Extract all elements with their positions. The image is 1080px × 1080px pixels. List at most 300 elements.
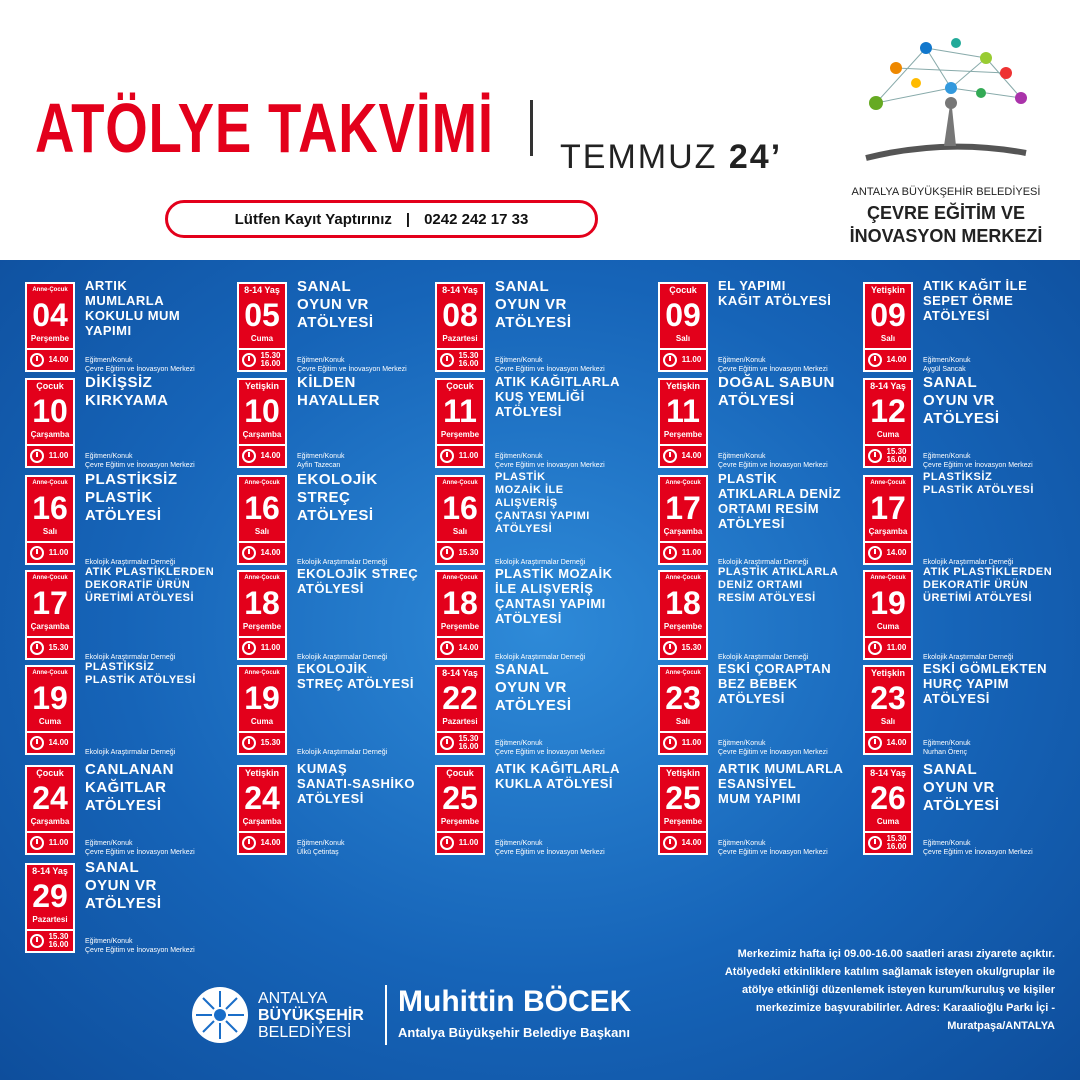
abb-line1: ANTALYA [258, 990, 328, 1007]
age-group-badge: 8-14 Yaş [442, 285, 478, 295]
day-name: Perşembe [440, 817, 480, 826]
workshop-title: SANAL OYUN VR ATÖLYESİ [923, 374, 1000, 427]
day-name: Çarşamba [30, 622, 70, 631]
workshop-title: EKOLOJİK STREÇ ATÖLYESİ [297, 661, 415, 691]
instructor-info: Ekolojik Araştırmalar Derneği [85, 654, 176, 661]
time-label: 15.30 16.00 [458, 734, 479, 751]
clock-icon [242, 449, 256, 463]
date-box [435, 282, 485, 372]
day-name: Salı [880, 717, 896, 726]
age-group-badge: 8-14 Yaş [870, 768, 906, 778]
instructor-info: Ekolojik Araştırmalar Derneği [495, 559, 586, 566]
mayor-title: Antalya Büyükşehir Belediye Başkanı [398, 1025, 630, 1040]
time-bar [660, 636, 706, 658]
day-number: 17 [870, 490, 906, 526]
time-bar [437, 348, 483, 370]
age-group-badge: 8-14 Yaş [870, 381, 906, 391]
time-bar [437, 636, 483, 658]
instructor-info: Eğitmen/Konuk Çevre Eğitim ve İnovasyon Merkezi [718, 357, 828, 373]
day-number: 11 [666, 393, 700, 429]
workshop-card [435, 471, 645, 566]
clock-icon [868, 353, 882, 367]
instructor-info: Eğitmen/Konuk Ülkü Çetintaş [297, 840, 345, 856]
phone-number[interactable]: 0242 242 17 33 [424, 210, 529, 228]
time-label: 11.00 [48, 451, 69, 460]
workshop-title: ATIK PLASTİKLERDEN DEKORATİF ÜRÜN ÜRETİMİ ATÖLYESİ [923, 566, 1053, 604]
date-box [863, 665, 913, 755]
instructor-info: Ekolojik Araştırmalar Derneği [923, 559, 1014, 566]
day-name: Cuma [250, 334, 274, 343]
time-bar [437, 444, 483, 466]
date-box [863, 570, 913, 660]
day-number: 05 [244, 297, 280, 333]
time-label: 14.00 [886, 548, 907, 557]
day-number: 25 [665, 780, 701, 816]
workshop-card [237, 761, 447, 856]
time-bar [27, 444, 73, 466]
logo-line1: ÇEVRE EĞİTİM VE [866, 203, 1026, 223]
clock-icon [868, 641, 882, 655]
year-label: 24’ [728, 138, 783, 176]
time-label: 11.00 [458, 451, 479, 460]
time-bar [27, 348, 73, 370]
time-bar [660, 831, 706, 853]
day-number: 10 [32, 393, 68, 429]
workshop-card [863, 374, 1073, 469]
date-box [237, 665, 287, 755]
instructor-info: Eğitmen/Konuk Nurhan Örenç [923, 740, 971, 756]
date-box [237, 282, 287, 372]
time-label: 14.00 [681, 838, 702, 847]
workshop-title: PLASTİKSİZ PLASTİK ATÖLYESİ [85, 661, 196, 686]
visit-info: Merkezimiz hafta içi 09.00-16.00 saatleri arası ziyarete açıktır. Atölyedeki etkinliklere katılım sağlamak isteyen okul/gruplar ile atölye etkinliği düzenlemek isteyen kurum/kuruluş ve kişiler merkezimize başvurabilirler. Adres: Karaalioğlu Parkı İçi - Muratpaşa/ANTALYA [724, 948, 1055, 1032]
age-group-badge: Çocuk [446, 381, 474, 391]
age-group-badge: Çocuk [36, 768, 64, 778]
age-group-badge: Anne-Çocuk [665, 575, 701, 581]
date-box [863, 765, 913, 855]
age-group-badge: Anne-Çocuk [244, 670, 280, 676]
time-bar [239, 541, 285, 563]
day-name: Perşembe [663, 622, 703, 631]
day-name: Perşembe [663, 430, 703, 439]
age-group-badge: Yetişkin [665, 768, 701, 778]
age-group-badge: 8-14 Yaş [244, 285, 280, 295]
date-box [658, 475, 708, 565]
clock-icon [663, 836, 677, 850]
clock-icon [663, 353, 677, 367]
workshop-title: SANAL OYUN VR ATÖLYESİ [923, 761, 1000, 814]
date-box [435, 570, 485, 660]
instructor-info: Ekolojik Araştırmalar Derneği [718, 654, 809, 661]
date-box [658, 378, 708, 468]
workshop-title: SANAL OYUN VR ATÖLYESİ [297, 278, 374, 331]
network-tree-icon [856, 28, 1036, 183]
clock-icon [242, 353, 256, 367]
day-name: Çarşamba [30, 817, 70, 826]
day-number: 24 [32, 780, 68, 816]
time-label: 15.30 [260, 738, 281, 747]
age-group-badge: Anne-Çocuk [32, 670, 68, 676]
time-label: 14.00 [48, 355, 69, 364]
instructor-info: Eğitmen/Konuk Çevre Eğitim ve İnovasyon Merkezi [718, 840, 828, 856]
day-name: Perşembe [440, 430, 480, 439]
clock-icon [868, 546, 882, 560]
instructor-info: Ekolojik Araştırmalar Derneği [297, 654, 388, 661]
day-number: 18 [665, 585, 701, 621]
workshop-card [863, 471, 1073, 566]
instructor-info: Eğitmen/Konuk Çevre Eğitim ve İnovasyon Merkezi [297, 357, 407, 373]
time-bar [437, 731, 483, 753]
day-number: 12 [870, 393, 906, 429]
time-label: 11.00 [681, 738, 702, 747]
time-label: 14.00 [681, 451, 702, 460]
age-group-badge: 8-14 Yaş [32, 866, 68, 876]
abb-line3: BELEDİYESİ [258, 1024, 352, 1041]
day-number: 17 [665, 490, 701, 526]
time-label: 14.00 [260, 548, 281, 557]
date-box [658, 282, 708, 372]
workshop-title: PLASTİK MOZAİK İLE ALIŞVERİŞ ÇANTASI YAPIMI ATÖLYESİ [495, 566, 613, 626]
clock-icon [868, 449, 882, 463]
time-label: 15.30 [458, 548, 479, 557]
instructor-info: Eğitmen/Konuk Çevre Eğitim ve İnovasyon Merkezi [85, 357, 195, 373]
instructor-info: Eğitmen/Konuk Çevre Eğitim ve İnovasyon Merkezi [718, 740, 828, 756]
date-box [25, 863, 75, 953]
clock-icon [30, 934, 44, 948]
instructor-info: Eğitmen/Konuk Çevre Eğitim ve İnovasyon Merkezi [495, 357, 605, 373]
workshop-card [863, 566, 1073, 661]
workshop-card [658, 278, 868, 373]
time-bar [239, 636, 285, 658]
workshop-title: DİKİŞSİZ KIRKYAMA [85, 374, 169, 409]
workshop-card [25, 761, 235, 856]
workshop-card [658, 761, 868, 856]
age-group-badge: Anne-Çocuk [665, 670, 701, 676]
instructor-info: Ekolojik Araştırmalar Derneği [718, 559, 809, 566]
age-group-badge: Yetişkin [244, 381, 280, 391]
day-name: Salı [675, 717, 691, 726]
date-box [658, 665, 708, 755]
time-bar [660, 444, 706, 466]
title-divider [530, 100, 533, 156]
instructor-info: Eğitmen/Konuk Aygül Sancak [923, 357, 971, 373]
day-number: 19 [870, 585, 906, 621]
time-label: 15.30 [681, 643, 702, 652]
workshop-title: ESKİ ÇORAPTAN BEZ BEBEK ATÖLYESİ [718, 661, 832, 706]
day-number: 17 [32, 585, 68, 621]
day-name: Pazartesi [442, 717, 478, 726]
date-box [237, 765, 287, 855]
time-label: 15.30 [48, 643, 69, 652]
clock-icon [30, 641, 44, 655]
clock-icon [663, 546, 677, 560]
register-label: Lütfen Kayıt Yaptırınız [234, 210, 392, 228]
time-bar [239, 348, 285, 370]
day-number: 26 [870, 780, 906, 816]
day-number: 29 [32, 878, 68, 914]
logo-line2: İNOVASYON MERKEZİ [849, 226, 1043, 246]
instructor-info: Ekolojik Araştırmalar Derneği [297, 749, 388, 756]
clock-icon [242, 546, 256, 560]
age-group-badge: Anne-Çocuk [442, 575, 478, 581]
workshop-title: SANAL OYUN VR ATÖLYESİ [495, 661, 572, 714]
footer-divider [385, 985, 387, 1045]
time-bar [660, 348, 706, 370]
municipality-sun-icon [190, 985, 250, 1045]
day-number: 19 [32, 680, 68, 716]
date-box [435, 765, 485, 855]
workshop-title: KİLDEN HAYALLER [297, 374, 380, 409]
workshop-card [25, 859, 235, 954]
instructor-info: Ekolojik Araştırmalar Derneği [85, 559, 176, 566]
clock-icon [663, 641, 677, 655]
workshop-title: ATIK PLASTİKLERDEN DEKORATİF ÜRÜN ÜRETİMİ ATÖLYESİ [85, 566, 215, 604]
age-group-badge: Anne-Çocuk [870, 575, 906, 581]
workshop-card [435, 661, 645, 756]
time-label: 14.00 [48, 738, 69, 747]
month-name: TEMMUZ [560, 138, 718, 176]
age-group-badge: Anne-Çocuk [32, 575, 68, 581]
workshop-card [25, 566, 235, 661]
workshop-card [25, 278, 235, 373]
clock-icon [868, 836, 882, 850]
day-name: Salı [42, 527, 58, 536]
instructor-info: Ekolojik Araştırmalar Derneği [923, 654, 1014, 661]
time-bar [239, 731, 285, 753]
date-box [435, 475, 485, 565]
workshop-title: ARTIK MUMLARLA ESANSİYEL MUM YAPIMI [718, 761, 844, 806]
time-bar [27, 929, 73, 951]
time-bar [865, 731, 911, 753]
date-box [658, 570, 708, 660]
date-box [25, 570, 75, 660]
day-name: Cuma [250, 717, 274, 726]
day-name: Pazartesi [32, 915, 68, 924]
clock-icon [440, 449, 454, 463]
date-box [237, 378, 287, 468]
instructor-info: Ekolojik Araştırmalar Derneği [297, 559, 388, 566]
clock-icon [440, 546, 454, 560]
time-bar [865, 348, 911, 370]
time-label: 14.00 [260, 451, 281, 460]
register-separator: | [405, 210, 411, 228]
day-name: Cuma [876, 817, 900, 826]
day-name: Çarşamba [242, 817, 282, 826]
time-label: 11.00 [48, 838, 69, 847]
workshop-card [237, 374, 447, 469]
day-name: Salı [452, 527, 468, 536]
workshop-title: ATIK KAĞITLARLA KUŞ YEMLİĞİ ATÖLYESİ [495, 374, 620, 419]
instructor-info: Eğitmen/Konuk Çevre Eğitim ve İnovasyon Merkezi [923, 840, 1033, 856]
workshop-card [237, 661, 447, 756]
abb-line2: BÜYÜKŞEHİR [258, 1007, 364, 1024]
date-box [237, 475, 287, 565]
date-box [25, 475, 75, 565]
time-bar [437, 831, 483, 853]
age-group-badge: Anne-Çocuk [244, 480, 280, 486]
logo-org: ANTALYA BÜYÜKŞEHİR BELEDİYESİ [851, 186, 1041, 198]
workshop-title: EKOLOJİK STREÇ ATÖLYESİ [297, 566, 419, 596]
time-label: 15.30 16.00 [886, 447, 907, 464]
day-name: Pazartesi [442, 334, 478, 343]
clock-icon [440, 836, 454, 850]
workshop-card [863, 661, 1073, 756]
age-group-badge: Yetişkin [870, 668, 906, 678]
workshop-card [25, 471, 235, 566]
workshop-title: PLASTİK ATIKLARLA DENİZ ORTAMI RESİM ATÖLYESİ [718, 566, 839, 604]
time-label: 14.00 [458, 643, 479, 652]
clock-icon [242, 736, 256, 750]
age-group-badge: Anne-Çocuk [32, 287, 68, 293]
day-number: 09 [665, 297, 701, 333]
day-number: 25 [442, 780, 478, 816]
age-group-badge: 8-14 Yaş [442, 668, 478, 678]
mayor-name: Muhittin BÖCEK [398, 985, 632, 1018]
workshop-title: KUMAŞ SANATI-SASHİKO ATÖLYESİ [297, 761, 415, 806]
workshop-card [237, 278, 447, 373]
workshop-card [435, 278, 645, 373]
age-group-badge: Anne-Çocuk [870, 480, 906, 486]
header [0, 0, 1080, 260]
time-label: 11.00 [48, 548, 69, 557]
clock-icon [868, 736, 882, 750]
time-bar [239, 444, 285, 466]
clock-icon [30, 449, 44, 463]
age-group-badge: Anne-Çocuk [442, 480, 478, 486]
time-label: 11.00 [886, 643, 907, 652]
instructor-info: Ekolojik Araştırmalar Derneği [495, 654, 586, 661]
instructor-info: Eğitmen/Konuk Çevre Eğitim ve İnovasyon Merkezi [495, 740, 605, 756]
day-number: 18 [244, 585, 280, 621]
workshop-card [658, 566, 868, 661]
clock-icon [663, 736, 677, 750]
instructor-info: Eğitmen/Konuk Çevre Eğitim ve İnovasyon Merkezi [718, 453, 828, 469]
instructor-info: Ekolojik Araştırmalar Derneği [85, 749, 176, 756]
workshop-card [863, 278, 1073, 373]
age-group-badge: Anne-Çocuk [244, 575, 280, 581]
day-number: 16 [32, 490, 68, 526]
day-name: Salı [675, 334, 691, 343]
day-number: 10 [244, 393, 280, 429]
time-label: 15.30 16.00 [48, 932, 69, 949]
workshop-card [435, 761, 645, 856]
day-number: 19 [244, 680, 280, 716]
workshop-card [237, 566, 447, 661]
time-label: 15.30 16.00 [458, 351, 479, 368]
workshop-card [658, 374, 868, 469]
workshop-title: ESKİ GÖMLEKTEN HURÇ YAPIM ATÖLYESİ [923, 661, 1048, 706]
workshop-card [25, 374, 235, 469]
time-label: 11.00 [458, 838, 479, 847]
workshop-title: ATIK KAĞITLARLA KUKLA ATÖLYESİ [495, 761, 620, 791]
day-name: Perşembe [30, 334, 70, 343]
workshop-card [658, 661, 868, 756]
registration-box[interactable] [165, 200, 598, 238]
time-label: 11.00 [681, 548, 702, 557]
instructor-info: Eğitmen/Konuk Çevre Eğitim ve İnovasyon Merkezi [923, 453, 1033, 469]
time-label: 14.00 [260, 838, 281, 847]
day-name: Cuma [876, 622, 900, 631]
age-group-badge: Çocuk [669, 285, 697, 295]
time-label: 15.30 16.00 [886, 834, 907, 851]
workshop-title: ARTIK MUMLARLA KOKULU MUM YAPIMI [85, 278, 181, 338]
instructor-info: Eğitmen/Konuk Çevre Eğitim ve İnovasyon Merkezi [85, 840, 195, 856]
day-number: 23 [665, 680, 701, 716]
day-number: 09 [870, 297, 906, 333]
date-box [863, 282, 913, 372]
day-name: Cuma [876, 430, 900, 439]
time-bar [437, 541, 483, 563]
month-label [560, 138, 782, 177]
clock-icon [30, 353, 44, 367]
clock-icon [440, 641, 454, 655]
workshop-card [863, 761, 1073, 856]
day-name: Cuma [38, 717, 62, 726]
day-number: 16 [244, 490, 280, 526]
instructor-info: Eğitmen/Konuk Çevre Eğitim ve İnovasyon Merkezi [85, 938, 195, 954]
workshop-title: SANAL OYUN VR ATÖLYESİ [495, 278, 572, 331]
date-box [863, 475, 913, 565]
workshop-title: SANAL OYUN VR ATÖLYESİ [85, 859, 162, 912]
workshop-card [237, 471, 447, 566]
instructor-info: Eğitmen/Konuk Çevre Eğitim ve İnovasyon Merkezi [495, 453, 605, 469]
day-name: Perşembe [242, 622, 282, 631]
clock-icon [440, 736, 454, 750]
day-number: 22 [442, 680, 478, 716]
day-name: Perşembe [440, 622, 480, 631]
workshop-title: CANLANAN KAĞITLAR ATÖLYESİ [85, 761, 174, 814]
age-group-badge: Anne-Çocuk [665, 480, 701, 486]
day-number: 24 [244, 780, 280, 816]
date-box [435, 378, 485, 468]
time-bar [865, 541, 911, 563]
date-box [25, 665, 75, 755]
day-number: 11 [443, 393, 477, 429]
date-box [658, 765, 708, 855]
date-box [237, 570, 287, 660]
age-group-badge: Çocuk [36, 381, 64, 391]
page-title: ATÖLYE TAKVİMİ [35, 89, 494, 167]
time-bar [865, 636, 911, 658]
age-group-badge: Yetişkin [244, 768, 280, 778]
time-bar [660, 731, 706, 753]
time-label: 11.00 [260, 643, 281, 652]
day-name: Perşembe [663, 817, 703, 826]
center-logo [836, 28, 1056, 258]
time-bar [27, 831, 73, 853]
date-box [25, 378, 75, 468]
workshop-title: EKOLOJİK STREÇ ATÖLYESİ [297, 471, 378, 524]
instructor-info: Eğitmen/Konuk Ayfin Tazecan [297, 453, 345, 469]
workshop-title: PLASTİK ATIKLARLA DENİZ ORTAMI RESİM ATÖLYESİ [718, 471, 842, 531]
day-number: 16 [442, 490, 478, 526]
age-group-badge: Anne-Çocuk [32, 480, 68, 486]
workshop-title: PLASTİKSİZ PLASTİK ATÖLYESİ [85, 471, 178, 524]
clock-icon [242, 641, 256, 655]
day-name: Çarşamba [30, 430, 70, 439]
date-box [25, 765, 75, 855]
time-bar [27, 541, 73, 563]
workshop-title: PLASTİKSİZ PLASTİK ATÖLYESİ [923, 471, 1034, 496]
time-label: 14.00 [886, 738, 907, 747]
clock-icon [440, 353, 454, 367]
workshop-title: ATIK KAĞIT İLE SEPET ÖRME ATÖLYESİ [923, 278, 1028, 323]
workshop-title: DOĞAL SABUN ATÖLYESİ [718, 374, 835, 409]
workshop-card [435, 374, 645, 469]
clock-icon [242, 836, 256, 850]
day-name: Salı [254, 527, 270, 536]
day-number: 23 [870, 680, 906, 716]
